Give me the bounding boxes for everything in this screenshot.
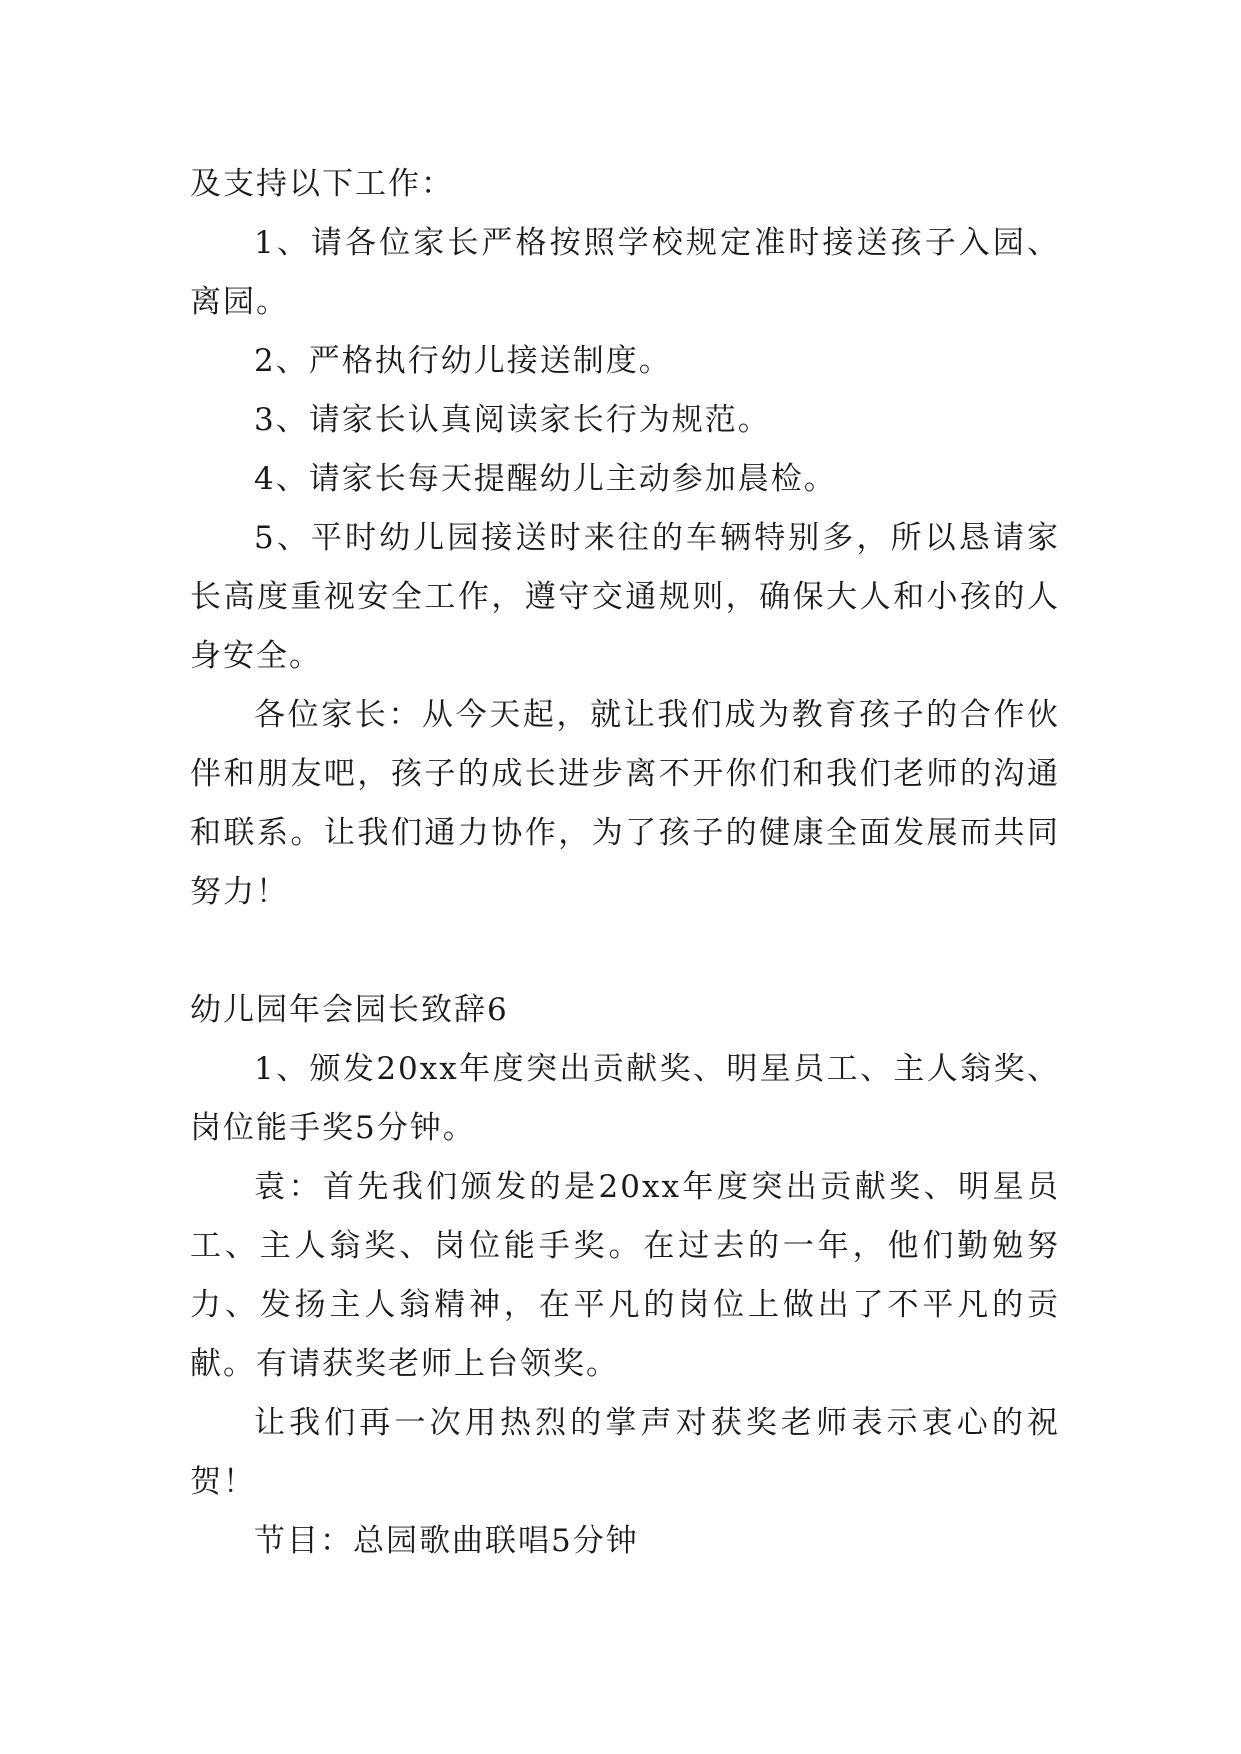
document-body: [190, 155, 1060, 1571]
section-title: 幼儿园年会园长致辞6: [190, 992, 509, 1028]
paragraph-intro: 及支持以下工作：: [190, 166, 454, 202]
paragraph-item-3: 3、请家长认真阅读家长行为规范。: [254, 402, 771, 438]
paragraph-item-4: 4、请家长每天提醒幼儿主动参加晨检。: [254, 461, 837, 497]
section-paragraph-awards: 1、颁发20xx年度突出贡献奖、明星员工、主人翁奖、岗位能手奖5分钟。: [190, 1051, 1060, 1146]
section-paragraph-applause: 让我们再一次用热烈的掌声对获奖老师表示衷心的祝贺！: [190, 1405, 1060, 1500]
paragraph-item-5: 5、平时幼儿园接送时来往的车辆特别多，所以恳请家长高度重视安全工作，遵守交通规则，确保大人和小孩的人身安全。: [190, 520, 1060, 674]
paragraph-closing: 各位家长：从今天起，就让我们成为教育孩子的合作伙伴和朋友吧，孩子的成长进步离不开你们和我们老师的沟通和联系。让我们通力协作，为了孩子的健康全面发展而共同努力！: [190, 697, 1060, 910]
paragraph-item-1: 1、请各位家长严格按照学校规定准时接送孩子入园、离园。: [190, 225, 1060, 320]
section-paragraph-program: 节目：总园歌曲联唱5分钟: [254, 1523, 639, 1559]
section-paragraph-speech: 袁：首先我们颁发的是20xx年度突出贡献奖、明星员工、主人翁奖、岗位能手奖。在过去的一年，他们勤勉努力、发扬主人翁精神，在平凡的岗位上做出了不平凡的贡献。有请获奖老师上台领奖。: [190, 1169, 1060, 1382]
paragraph-item-2: 2、严格执行幼儿接送制度。: [254, 343, 672, 379]
